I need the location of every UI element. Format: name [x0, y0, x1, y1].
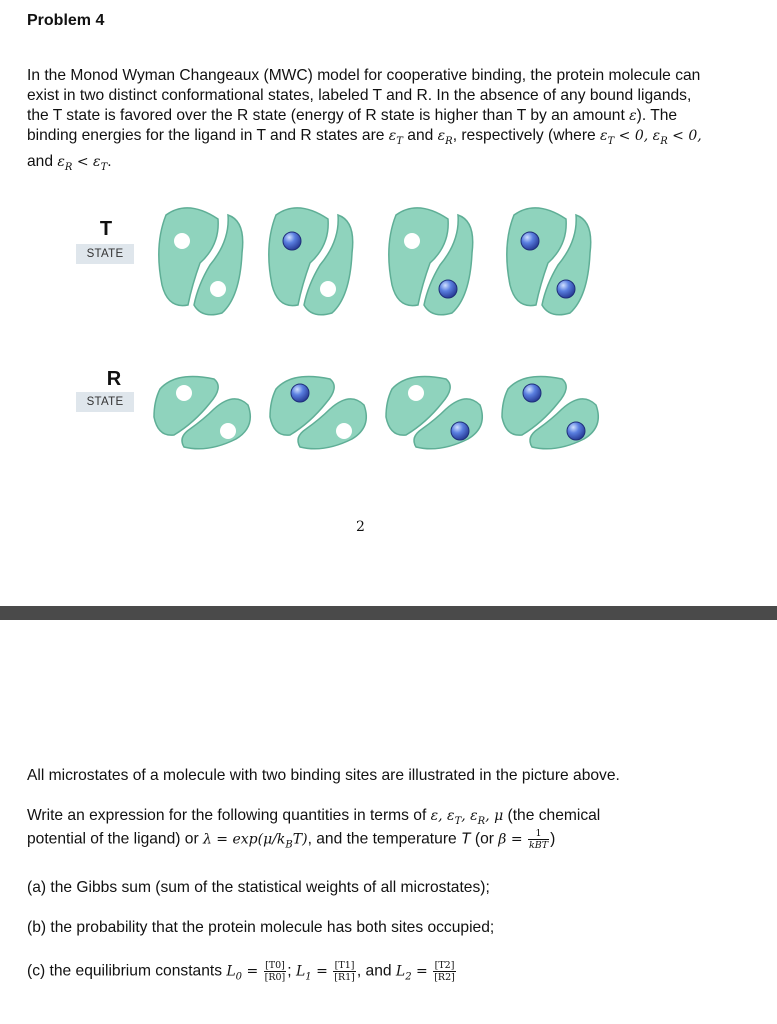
problem-title: Problem 4: [27, 12, 105, 29]
ligand-ball: [557, 280, 575, 298]
mwc-microstates-figure: [140, 195, 620, 485]
r-state-both-bound: [502, 377, 598, 449]
t-state-site1-bound: [269, 208, 353, 315]
instruction-line-1: Write an expression for the following quantities in terms of ε, $\varepsilon_T$, $\varepsilon_R$, μ (the chemical: [27, 807, 601, 828]
empty-site: [404, 233, 420, 249]
question-c: (c) the equilibrium constants $L_0$ = $\frac{[T0]}{[R0]}$ ; $L_1$ = $\frac{[T1]}{[R1]}$ , and $L_2$ = $\frac{[T2]}{[R2]}$: [27, 960, 455, 983]
empty-site: [210, 281, 226, 297]
empty-site: [408, 385, 424, 401]
empty-site: [174, 233, 190, 249]
t-state-empty: [159, 208, 243, 315]
r-state-letter: R: [106, 368, 122, 390]
t-state-tag: STATE: [76, 244, 134, 264]
intro-paragraph: In the Monod Wyman Changeaux (MWC) model for cooperative binding, the protein molecule can exist in two distinct conformational states, labeled T and R. In the absence of any bound ligands, the T state is favored over the R state (energy of R state is higher than T by an amount ε). The binding energies for the ligand in T and R states are $\varepsilon_T$ and $\varepsilon_R$, respectively (where $\varepsilon_T < 0$, $\varepsilon_R < 0$, and $\varepsilon_R < \varepsilon_T$.: [27, 67, 702, 174]
ligand-ball: [567, 422, 585, 440]
ligand-ball: [283, 232, 301, 250]
r-state-site2-bound: [386, 377, 482, 449]
question-b: (b) the probability that the protein molecule has both sites occupied;: [27, 919, 495, 936]
t-state-letter: T: [99, 218, 113, 240]
r-state-site1-bound: [270, 377, 366, 449]
instruction-line-2: potential of the ligand) or $\lambda = \exp(\mu/k_BT)$, and the temperature T (or β = $\frac{1}{\text{kBT}}$ ): [27, 828, 556, 851]
microstates-sentence: All microstates of a molecule with two binding sites are illustrated in the picture above.: [27, 767, 620, 784]
empty-site: [336, 423, 352, 439]
r-state-empty: [154, 377, 250, 449]
t-state-site2-bound: [389, 208, 473, 315]
ligand-ball: [451, 422, 469, 440]
t-state-both-bound: [507, 208, 591, 315]
r-state-tag: STATE: [76, 392, 134, 412]
empty-site: [220, 423, 236, 439]
question-a: (a) the Gibbs sum (sum of the statistical weights of all microstates);: [27, 879, 490, 896]
ligand-ball: [521, 232, 539, 250]
page-divider: [0, 606, 777, 620]
ligand-ball: [523, 384, 541, 402]
ligand-ball: [291, 384, 309, 402]
empty-site: [320, 281, 336, 297]
empty-site: [176, 385, 192, 401]
ligand-ball: [439, 280, 457, 298]
page-number: 2: [356, 519, 365, 535]
